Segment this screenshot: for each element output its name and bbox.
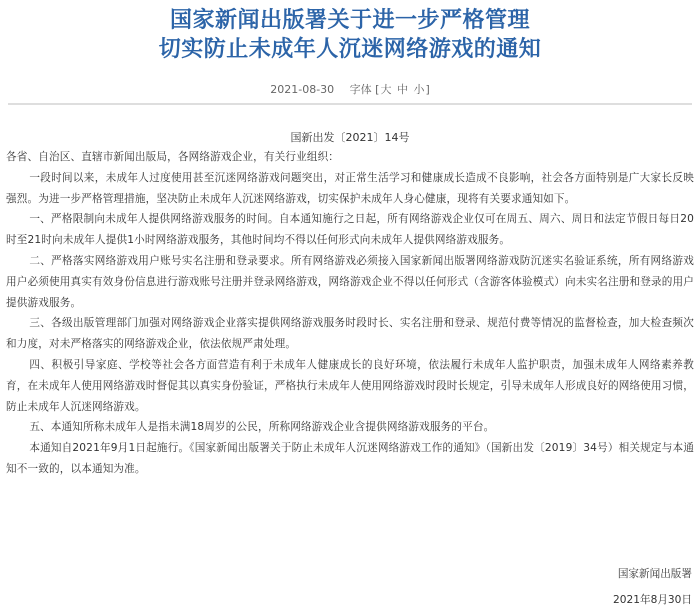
header-divider [8,103,692,105]
font-size-bracket-open: [ [375,83,380,96]
publish-date: 2021-08-30 [270,83,335,96]
paragraph-intro: 一段时间以来，未成年人过度使用甚至沉迷网络游戏问题突出，对正常生活学习和健康成长造成不良影响，社会各方面特别是广大家长反映强烈。为进一步严格管理措施，坚决防止未成年人沉迷网络游戏，切实保护未成年人身心健康，现将有关要求通知如下。 [6,171,694,205]
salutation: 各省、自治区、直辖市新闻出版局，各网络游戏企业，有关行业组织： [6,151,340,163]
article-title-line-1: 国家新闻出版署关于进一步严格管理 [169,8,530,33]
font-size-bracket-close: ] [425,83,430,96]
signature-org: 国家新闻出版署 [617,568,692,580]
article-meta [0,81,700,99]
article-title-line-2: 切实防止未成年人沉迷网络游戏的通知 [158,37,542,62]
signature-date: 2021年8月30日 [613,594,692,606]
font-size-medium-button[interactable]: 中 [396,83,408,96]
document-number: 国新出发〔2021〕14号 [290,131,410,144]
font-size-label: 字体 [349,83,372,96]
paragraph-item-4: 四、积极引导家庭、学校等社会各方面营造有利于未成年人健康成长的良好环境，依法履行未成年人监护职责，加强未成年人网络素养教育，在未成年人使用网络游戏时督促其以真实身份验证，严格执行未成年人使用网络游戏时段时长规定，引导未成年人形成良好的网络使用习惯，防止未成年人沉迷网络游戏。 [6,358,694,413]
article-body [6,147,694,480]
font-size-small-button[interactable]: 小 [413,83,425,96]
paragraph-item-2: 二、严格落实网络游戏用户账号实名注册和登录要求。所有网络游戏必须接入国家新闻出版署网络游戏防沉迷实名验证系统，所有网络游戏用户必须使用真实有效身份信息进行游戏账号注册并登录网络游戏，网络游戏企业不得以任何形式（含游客体验模式）向未实名注册和登录的用户提供游戏服务。 [6,254,694,309]
paragraph-effective-date: 本通知自2021年9月1日起施行。《国家新闻出版署关于防止未成年人沉迷网络游戏工作的通知》（国新出发〔2019〕34号）相关规定与本通知不一致的，以本通知为准。 [6,442,694,475]
font-size-large-button[interactable]: 大 [380,83,392,96]
paragraph-item-1: 一、严格限制向未成年人提供网络游戏服务的时间。自本通知施行之日起，所有网络游戏企业仅可在周五、周六、周日和法定节假日每日20时至21时向未成年人提供1小时网络游戏服务，其他时间均不得以任何形式向未成年人提供网络游戏服务。 [6,213,694,247]
signature-block [613,563,692,615]
article-title [0,0,700,64]
paragraph-item-5: 五、本通知所称未成年人是指未满18周岁的公民，所称网络游戏企业含提供网络游戏服务的平台。 [29,421,495,434]
paragraph-item-3: 三、各级出版管理部门加强对网络游戏企业落实提供网络游戏服务时段时长、实名注册和登录、规范付费等情况的监督检查，加大检查频次和力度，对未严格落实的网络游戏企业，依法依规严肃处理。 [6,317,694,351]
